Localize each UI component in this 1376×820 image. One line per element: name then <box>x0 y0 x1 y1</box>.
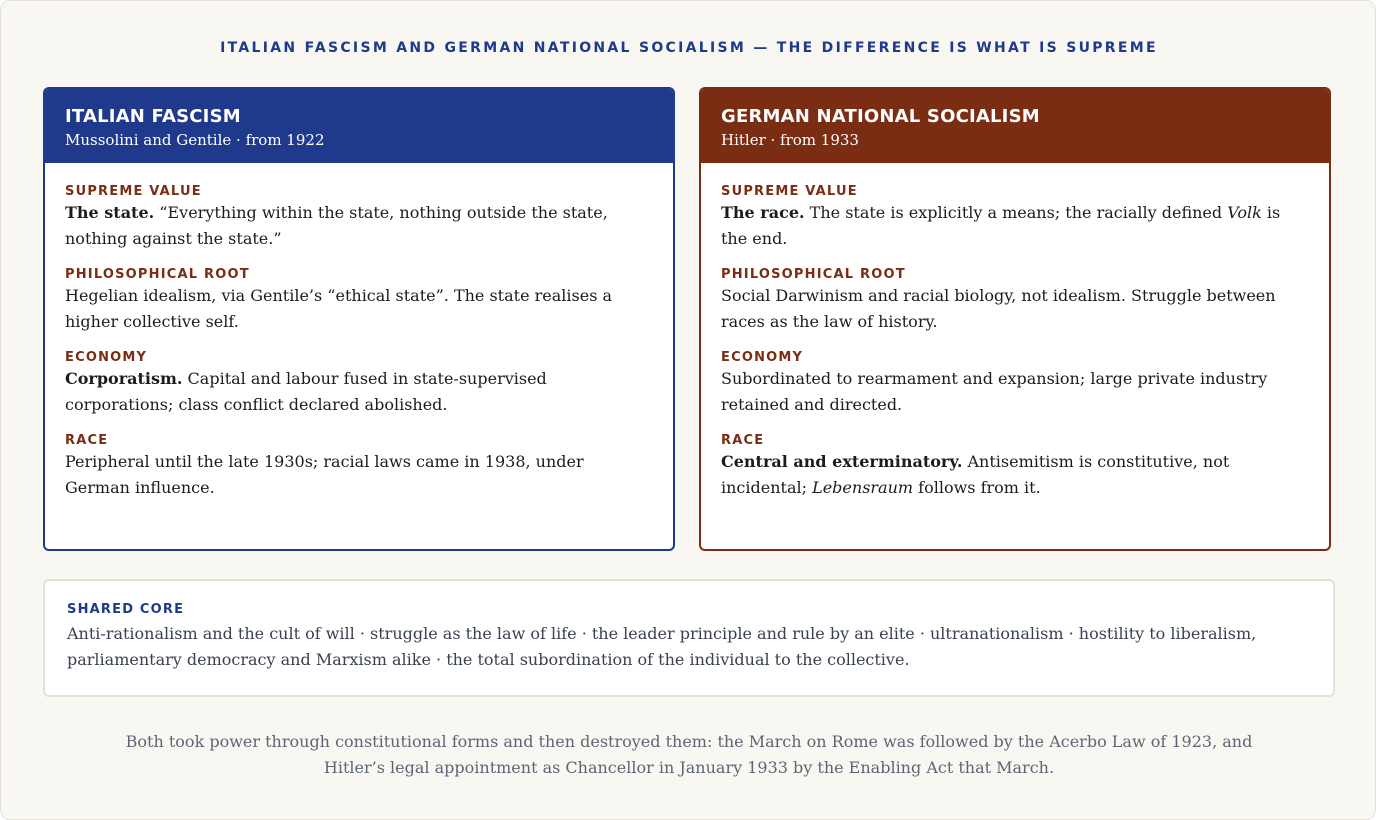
footer-line: Hitler’s legal appointment as Chancellor in January 1933 by the Enabling Act that March. <box>323 758 1055 777</box>
card-header <box>45 89 673 163</box>
emphasis: Central and exterminatory. <box>721 452 963 471</box>
section-label: RACE <box>65 433 109 448</box>
section-text <box>721 449 1309 501</box>
philosophical-root-section <box>65 266 653 335</box>
shared-core-box <box>43 579 1335 697</box>
shared-core-text: Anti-rationalism and the cult of will · struggle as the law of life · the leader principle and rule by an elite · ultranationalism · hostility to liberalism, parliamentary democracy and Marxism alike · the total subordination of the individual to the collective. <box>67 624 1257 669</box>
italic-term: Lebensraum <box>812 478 914 497</box>
emphasis: The state. <box>65 203 155 222</box>
card-body <box>701 163 1329 501</box>
card-subtitle: Hitler · from 1933 <box>721 131 859 149</box>
card-title: ITALIAN FASCISM <box>65 106 241 127</box>
emphasis: The race. <box>721 203 805 222</box>
text-run: follows from it. <box>913 478 1041 497</box>
section-label: SUPREME VALUE <box>721 184 858 199</box>
text-run: Capital and labour fused in state-supervised corporations; class conflict declared abolished. <box>65 369 547 414</box>
text-run: is the end. <box>721 203 1281 248</box>
text-run: “Everything within the state, nothing outside the state, nothing against the state.” <box>65 203 608 248</box>
section-label: ECONOMY <box>65 350 148 365</box>
section-label: PHILOSOPHICAL ROOT <box>65 267 250 282</box>
italian-fascism-card <box>43 87 675 551</box>
shared-core-label: SHARED CORE <box>67 602 185 617</box>
section-text: Subordinated to rearmament and expansion; large private industry retained and directed. <box>721 369 1268 414</box>
page-title: ITALIAN FASCISM AND GERMAN NATIONAL SOCIALISM — THE DIFFERENCE IS WHAT IS SUPREME <box>220 40 1158 56</box>
section-text: Peripheral until the late 1930s; racial laws came in 1938, under German influence. <box>65 452 584 497</box>
section-text <box>65 366 653 418</box>
footer-line: Both took power through constitutional forms and then destroyed them: the March on Rome was followed by the Acerbo Law of 1923, and <box>125 732 1253 751</box>
section-label: SUPREME VALUE <box>65 184 202 199</box>
text-run: The state is explicitly a means; the racially defined <box>804 203 1228 222</box>
italic-term: Volk <box>1227 203 1262 222</box>
card-header <box>701 89 1329 163</box>
section-text <box>65 200 653 252</box>
german-national-socialism-card <box>699 87 1331 551</box>
section-text: Hegelian idealism, via Gentile’s “ethical state”. The state realises a higher collective self. <box>65 286 613 331</box>
supreme-value-section <box>721 183 1309 252</box>
card-body <box>45 163 673 501</box>
race-section <box>65 432 653 501</box>
emphasis: Corporatism. <box>65 369 183 388</box>
economy-section <box>65 349 653 418</box>
economy-section <box>721 349 1309 418</box>
footer-note <box>1 729 1376 781</box>
philosophical-root-section <box>721 266 1309 335</box>
card-title: GERMAN NATIONAL SOCIALISM <box>721 106 1040 127</box>
section-text <box>721 200 1309 252</box>
section-label: PHILOSOPHICAL ROOT <box>721 267 906 282</box>
card-subtitle: Mussolini and Gentile · from 1922 <box>65 131 325 149</box>
section-label: RACE <box>721 433 765 448</box>
section-text: Social Darwinism and racial biology, not idealism. Struggle between races as the law of history. <box>721 286 1276 331</box>
race-section <box>721 432 1309 501</box>
supreme-value-section <box>65 183 653 252</box>
section-label: ECONOMY <box>721 350 804 365</box>
text-run: Antisemitism is constitutive, not incidental; <box>721 452 1230 497</box>
